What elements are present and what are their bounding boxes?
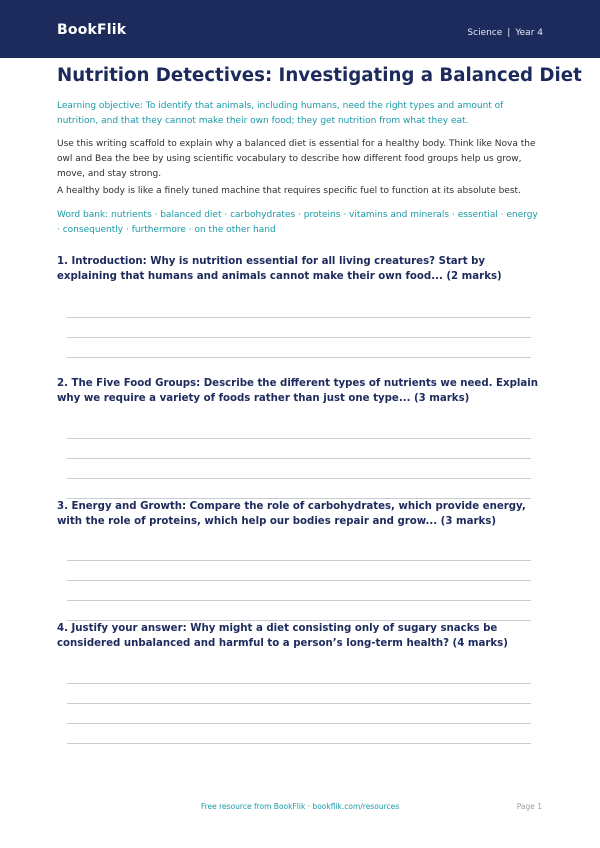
answer-line[interactable]	[67, 723, 531, 724]
answer-line[interactable]	[67, 560, 531, 561]
meta-separator: |	[507, 28, 511, 38]
page-number: Page 1	[516, 802, 542, 811]
answer-line[interactable]	[67, 337, 531, 338]
year-label: Year 4	[515, 28, 543, 38]
answer-line[interactable]	[67, 683, 531, 684]
header-bar	[0, 0, 600, 58]
answer-line[interactable]	[67, 317, 531, 318]
question-3-prompt: 3. Energy and Growth: Compare the role of carbohydrates, which provide energy, with the role of proteins, which help our bodies repair and grow... (3 marks)	[57, 501, 526, 527]
answer-line[interactable]	[67, 357, 531, 358]
footer-resource-link[interactable]: Free resource from BookFlik · bookflik.com/resources	[200, 802, 400, 811]
answer-line[interactable]	[67, 600, 531, 601]
instructions: Use this writing scaffold to explain why a balanced diet is essential for a healthy body. Think like Nova the owl and Bea the bee by using scientific vocabulary to describe how different food groups help us grow, move, and stay strong.	[57, 139, 536, 179]
answer-line[interactable]	[67, 438, 531, 439]
question-2-prompt: 2. The Five Food Groups: Describe the different types of nutrients we need. Explain why we require a variety of foods rather than just one type... (3 marks)	[57, 378, 538, 404]
question-4-prompt: 4. Justify your answer: Why might a diet consisting only of sugary snacks be considered unbalanced and harmful to a person’s long-term health? (4 marks)	[57, 623, 508, 649]
learning-objective: Learning objective: To identify that animals, including humans, need the right types and amount of nutrition, and that they cannot make their own food; they get nutrition from what they eat.	[57, 101, 504, 126]
subject-label: Science	[467, 28, 503, 38]
question-1-prompt: 1. Introduction: Why is nutrition essential for all living creatures? Start by explaining that humans and animals cannot make their own food... (2 marks)	[57, 256, 502, 282]
answer-line[interactable]	[67, 458, 531, 459]
answer-line[interactable]	[67, 743, 531, 744]
analogy-text: A healthy body is like a finely tuned machine that requires specific fuel to function at its absolute best.	[57, 186, 521, 196]
brand-logo-text: BookFlik	[57, 22, 127, 38]
answer-line[interactable]	[67, 478, 531, 479]
answer-line[interactable]	[67, 580, 531, 581]
word-bank: Word bank: nutrients · balanced diet · carbohydrates · proteins · vitamins and minerals · essential · energy · consequently · furthermore · on the other hand	[57, 210, 538, 235]
subject-year	[467, 28, 543, 38]
page-title: Nutrition Detectives: Investigating a Balanced Diet	[57, 65, 582, 86]
answer-line[interactable]	[67, 703, 531, 704]
